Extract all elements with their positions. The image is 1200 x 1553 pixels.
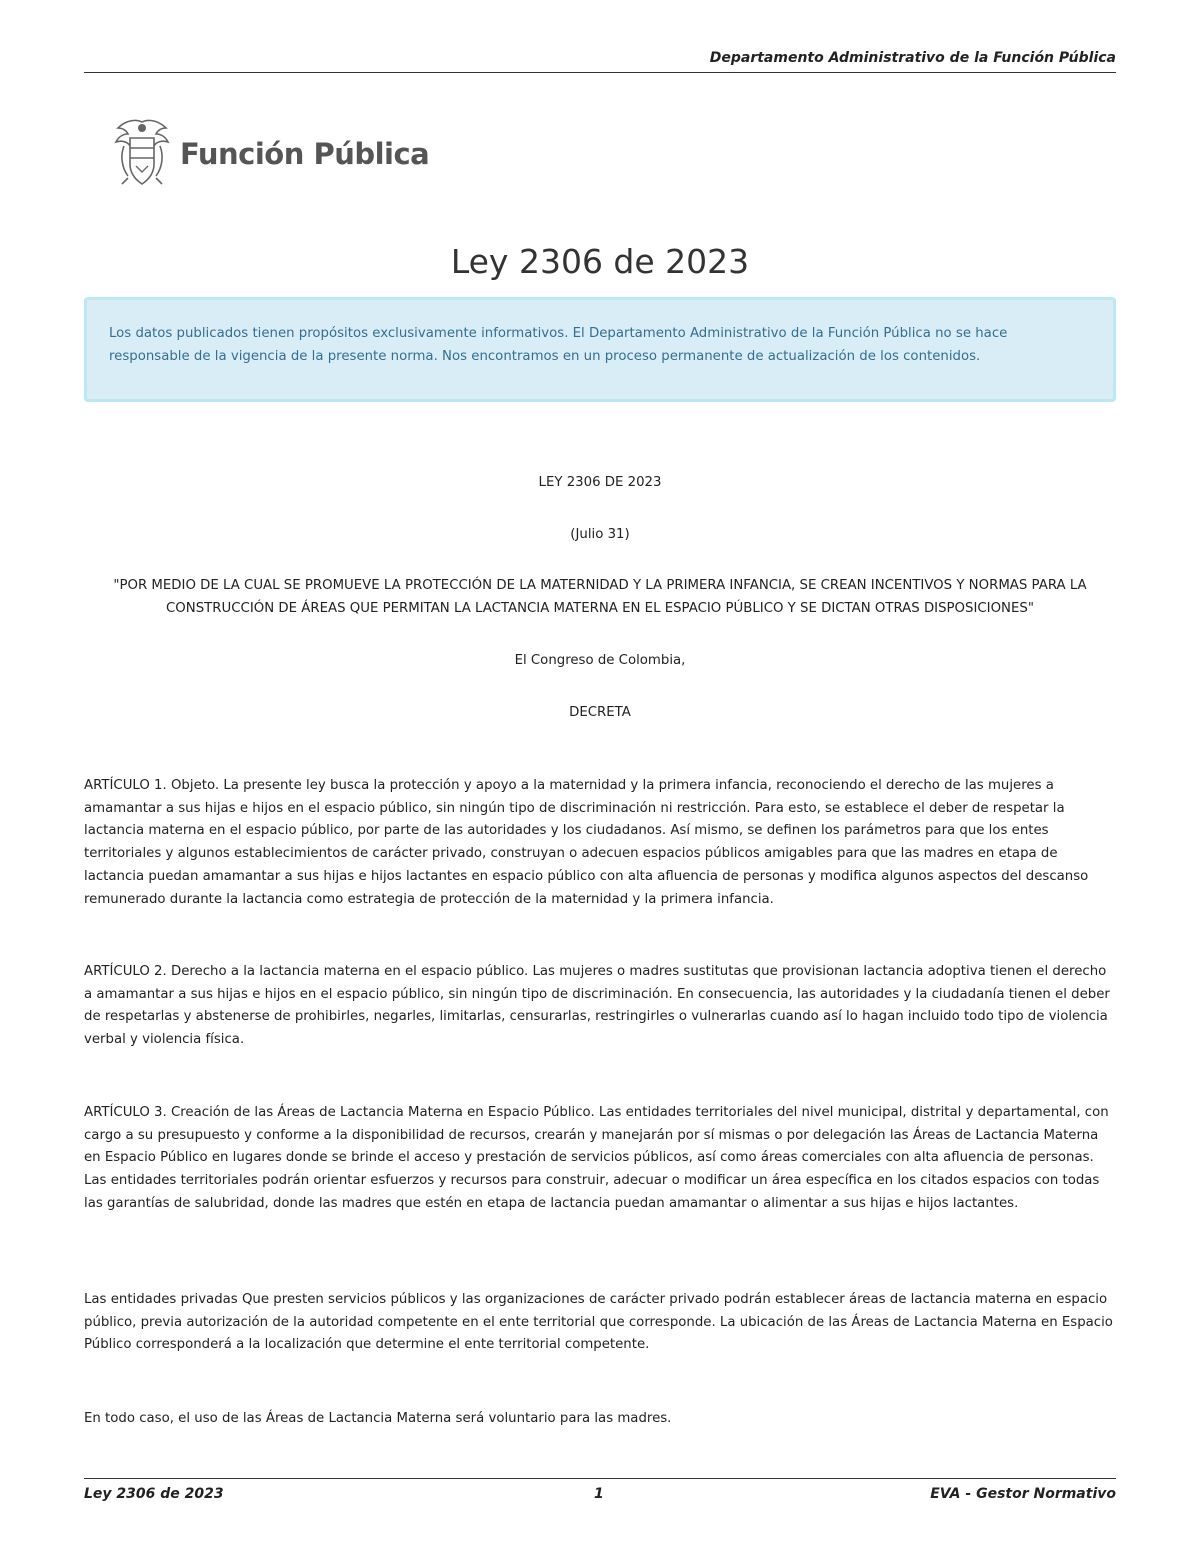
disclaimer-text: Los datos publicados tienen propósitos exclusivamente informativos. El Departamento Administrativo de la Función Pública no se hace responsable de la vigencia de la presente norma. Nos encontramos en un proceso permanente de actualización de los contenidos. <box>109 326 1008 364</box>
article-3-paragraph-3: En todo caso, el uso de las Áreas de Lactancia Materna será voluntario para las madres. <box>84 1411 672 1426</box>
footer-source: EVA - Gestor Normativo <box>930 1486 1116 1502</box>
footer-divider <box>84 1478 1116 1479</box>
article-1: ARTÍCULO 1. Objeto. La presente ley busca la protección y apoyo a la maternidad y la primera infancia, reconociendo el derecho de las mujeres a amamantar a sus hijas e hijos en el espacio público, sin ningún tipo de discriminación ni restricción. Para esto, se establece el deber de respetar la lactancia materna en el espacio público, por parte de las autoridades y los ciudadanos. Así mismo, se definen los parámetros para que los entes territoriales y algunos establecimientos de carácter privado, construyan o adecuen espacios públicos amigables para que las madres en etapa de lactancia puedan amamantar a sus hijas e hijos lactantes en espacio público con alta afluencia de personas y modifica algunos aspectos del descanso remunerado durante la lactancia como estrategia de protección de la maternidad y la primera infancia. <box>84 778 1089 907</box>
law-heading: LEY 2306 DE 2023 <box>538 475 662 490</box>
header-institution: Departamento Administrativo de la Función Pública <box>709 50 1116 66</box>
logo-text: Función Pública <box>180 137 430 171</box>
decree-line: DECRETA <box>569 705 631 720</box>
article-2: ARTÍCULO 2. Derecho a la lactancia materna en el espacio público. Las mujeres o madres sustitutas que provisionan lactancia adoptiva tienen el derecho a amamantar a sus hijas e hijos en el espacio público, sin ningún tipo de discriminación. En consecuencia, las autoridades y la ciudadanía tienen el deber de respetarlas y abstenerse de prohibirles, negarles, limitarlas, censurarlas, restringirles o vulnerarlas cuando así lo hagan incluido todo tipo de violencia verbal y violencia física. <box>84 964 1110 1048</box>
law-date: (Julio 31) <box>570 527 630 542</box>
article-3: ARTÍCULO 3. Creación de las Áreas de Lactancia Materna en Espacio Público. Las entidades territoriales del nivel municipal, distrital y departamental, con cargo a su presupuesto y conforme a la disponibilidad de recursos, crearán y manejarán por sí mismas o por delegación las Áreas de Lactancia Materna en Espacio Público en lugares donde se brinde el acceso y prestación de servicios públicos, así como áreas comerciales con alta afluencia de personas. Las entidades territoriales podrán orientar esfuerzos y recursos para construir, adecuar o modificar un área específica en los citados espacios con todas las garantías de salubridad, donde las madres que estén en etapa de lactancia puedan amamantar o alimentar a sus hijas e hijos lactantes. <box>84 1105 1109 1211</box>
coat-of-arms-icon <box>110 116 174 192</box>
header-divider <box>84 72 1116 73</box>
funcion-publica-logo <box>110 116 429 192</box>
footer-law-name: Ley 2306 de 2023 <box>84 1486 224 1502</box>
article-3-paragraph-2: Las entidades privadas Que presten servicios públicos y las organizaciones de carácter privado podrán establecer áreas de lactancia materna en espacio público, previa autorización de la autoridad competente en el ente territorial que corresponde. La ubicación de las Áreas de Lactancia Materna en Espacio Público corresponderá a la localización que determine el ente territorial competente. <box>84 1292 1113 1353</box>
footer-page-number: 1 <box>594 1486 604 1502</box>
congress-line: El Congreso de Colombia, <box>514 653 686 668</box>
page-title: Ley 2306 de 2023 <box>450 242 750 281</box>
law-subject: "POR MEDIO DE LA CUAL SE PROMUEVE LA PROTECCIÓN DE LA MATERNIDAD Y LA PRIMERA INFANCIA, SE CREAN INCENTIVOS Y NORMAS PARA LA CONSTRUCCIÓN DE ÁREAS QUE PERMITAN LA LACTANCIA MATERNA EN EL ESPACIO PÚBLICO Y SE DICTAN OTRAS DISPOSICIONES" <box>113 578 1087 616</box>
disclaimer-notice <box>84 297 1116 402</box>
